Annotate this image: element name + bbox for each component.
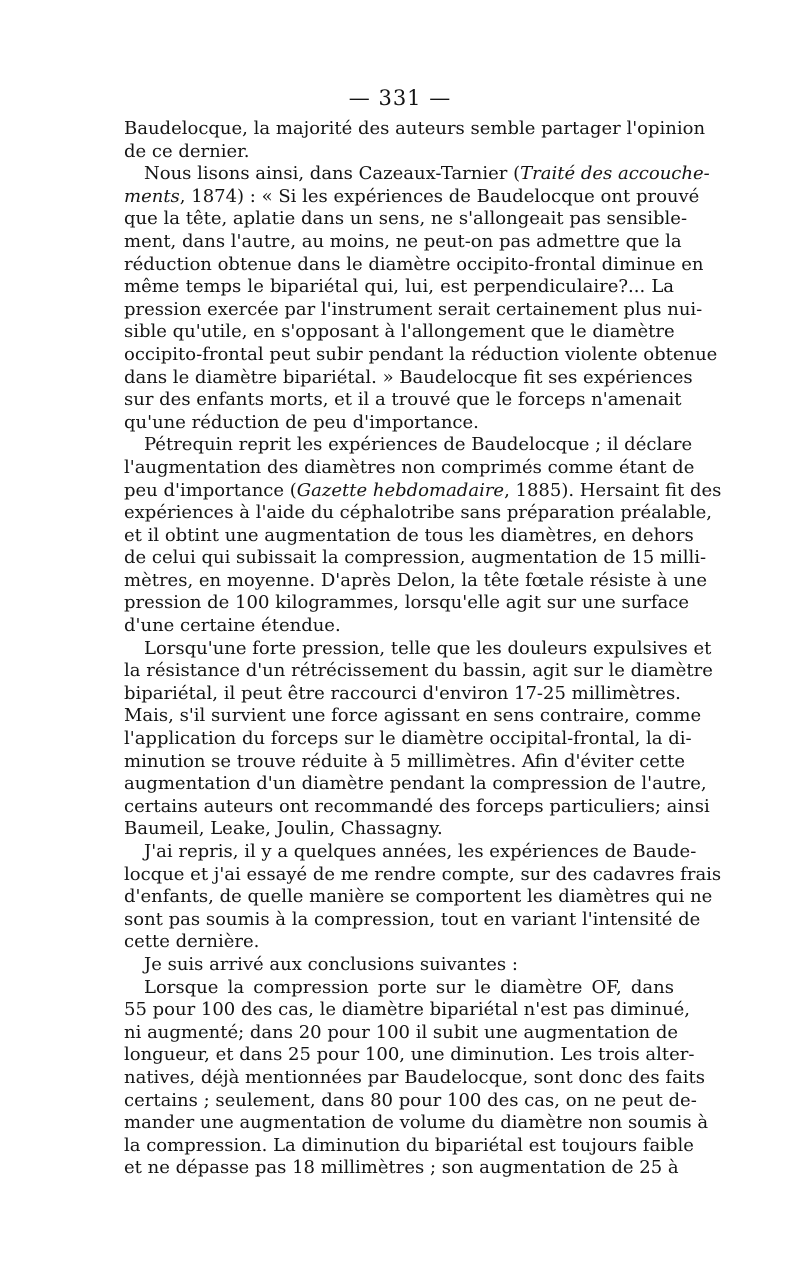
text-line: l'augmentation des diamètres non comprimés comme étant de: [124, 456, 695, 478]
text-line: Baumeil, Leake, Joulin, Chassagny.: [124, 818, 443, 840]
text-line: la résistance d'un rétrécissement du bassin, agit sur le diamètre: [124, 660, 713, 682]
text-line: Je suis arrivé aux conclusions suivantes :: [144, 953, 518, 975]
text-line: certains ; seulement, dans 80 pour 100 des cas, on ne peut de-: [124, 1089, 697, 1111]
text-line: mander une augmentation de volume du diamètre non soumis à: [124, 1112, 709, 1134]
text-line: d'enfants, de quelle manière se comportent les diamètres qui ne: [124, 886, 713, 908]
text-line: que la tête, aplatie dans un sens, ne s'allongeait pas sensible-: [124, 208, 688, 230]
text-line: Lorsqu'une forte pression, telle que les douleurs expulsives et: [144, 637, 712, 659]
text-line: d'une certaine étendue.: [124, 615, 341, 637]
text-line: natives, déjà mentionnées par Baudelocque, sont donc des faits: [124, 1066, 705, 1088]
text-line: dans le diamètre bipariétal. » Baudelocque fit ses expériences: [124, 366, 693, 388]
text-line: pression exercée par l'instrument serait certainement plus nui-: [124, 298, 703, 320]
text-line: ni augmenté; dans 20 pour 100 il subit une augmentation de: [124, 1021, 678, 1043]
text-line: sible qu'utile, en s'opposant à l'allongement que le diamètre: [124, 321, 675, 343]
text-line: cette dernière.: [124, 931, 260, 953]
text-line: de celui qui subissait la compression, augmentation de 15 milli-: [124, 547, 707, 569]
text-line: pression de 100 kilogrammes, lorsqu'elle agit sur une surface: [124, 592, 690, 614]
text-line: et ne dépasse pas 18 millimètres ; son augmentation de 25 à: [124, 1157, 679, 1179]
text-line: l'application du forceps sur le diamètre occipital-frontal, la di-: [124, 728, 692, 750]
text-line: J'ai repris, il y a quelques années, les expériences de Baude-: [144, 841, 697, 862]
text-line: Nous lisons ainsi, dans Cazeaux-Tarnier (Traité des accouche-: [144, 163, 710, 185]
text-line: mètres, en moyenne. D'après Delon, la tête fœtale résiste à une: [124, 569, 708, 591]
text-line: même temps le bipariétal qui, lui, est perpendiculaire?... La: [124, 276, 674, 298]
text-line: expériences à l'aide du céphalotribe sans préparation préalable,: [124, 502, 713, 524]
text-line: qu'une réduction de peu d'importance.: [124, 411, 479, 433]
text-line: réduction obtenue dans le diamètre occipito-frontal diminue en: [124, 253, 704, 275]
text-line: de ce dernier.: [124, 140, 250, 162]
page-number: — 331 —: [348, 86, 452, 110]
text-line: Mais, s'il survient une force agissant en sens contraire, comme: [124, 705, 702, 727]
text-line: ments, 1874) : « Si les expériences de Baudelocque ont prouvé: [124, 185, 700, 207]
body-text: [124, 118, 722, 1180]
text-line: minution se trouve réduite à 5 millimètres. Afin d'éviter cette: [124, 750, 686, 772]
text-line: sur des enfants morts, et il a trouvé que le forceps n'amenait: [124, 389, 682, 411]
text-line: occipito-frontal peut subir pendant la réduction violente obtenue: [124, 343, 718, 365]
text-line: 55 pour 100 des cas, le diamètre bipariétal n'est pas diminué,: [124, 999, 690, 1021]
text-line: peu d'importance (Gazette hebdomadaire, 1885). Hersaint fit des: [124, 479, 722, 501]
text-line: Baudelocque, la majorité des auteurs semble partager l'opinion: [124, 118, 706, 139]
text-line: sont pas soumis à la compression, tout en variant l'intensité de: [124, 908, 701, 930]
text-line: ment, dans l'autre, au moins, ne peut-on pas admettre que la: [124, 230, 682, 252]
text-line: longueur, et dans 25 pour 100, une diminution. Les trois alter-: [124, 1044, 695, 1066]
text-line: Lorsque la compression porte sur le diamètre OF, dans: [144, 976, 674, 998]
text-line: locque et j'ai essayé de me rendre compte, sur des cadavres frais: [124, 863, 722, 885]
text-line: bipariétal, il peut être raccourci d'environ 17-25 millimètres.: [124, 682, 681, 704]
text-line: Pétrequin reprit les expériences de Baudelocque ; il déclare: [144, 434, 693, 456]
text-line: augmentation d'un diamètre pendant la compression de l'autre,: [124, 773, 707, 795]
text-line: la compression. La diminution du bipariétal est toujours faible: [124, 1134, 694, 1156]
text-line: et il obtint une augmentation de tous les diamètres, en dehors: [124, 524, 694, 546]
text-line: certains auteurs ont recommandé des forceps particuliers; ainsi: [124, 795, 710, 817]
